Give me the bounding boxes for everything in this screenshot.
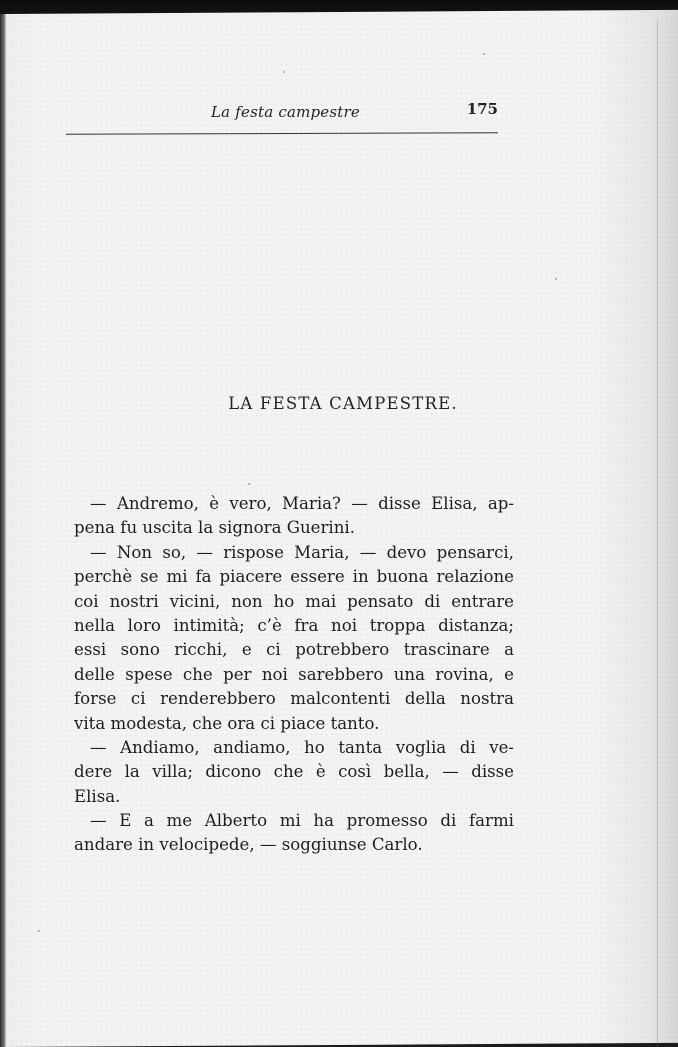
text-line: nella loro intimità; c’è fra noi troppa distanza; [74,615,514,635]
text-line: forse ci renderebbero malcontenti della nostra [74,689,514,709]
text-line: vita modesta, che ora ci piace tanto. [74,713,380,733]
paper-speck [283,71,285,73]
page-number: 175 [466,100,498,118]
text-line: Elisa. [74,786,121,806]
text-line: dere la villa; dicono che è così bella, — disse [74,762,514,782]
text-line: coi nostri vicini, non ho mai pensato di entrare [74,591,514,611]
text-line: essi sono ricchi, e ci potrebbero trascinare a [74,640,514,660]
page-fold-line [657,20,658,1047]
text-line: — Non so, — rispose Maria, — devo pensarci, [90,542,514,562]
text-line: andare in velocipede, — soggiunse Carlo. [74,835,423,855]
text-line: pena fu uscita la signora Guerini. [74,518,356,538]
chapter-title [0,394,678,413]
running-head [66,100,498,124]
paper-speck [483,53,485,55]
text-line: delle spese che per noi sarebbero una rovina, e [74,664,514,684]
text-line: — E a me Alberto mi ha promesso di farmi [90,811,514,831]
scan-border-left [0,14,6,1047]
text-line: — Andremo, è vero, Maria? — disse Elisa, ap- [90,494,514,513]
chapter-title-text: LA FESTA CAMPESTRE. [228,394,458,413]
running-title: La festa campestre [211,103,360,121]
paper-speck [555,278,557,280]
paper-speck [38,930,40,932]
text-line: perchè se mi fa piacere essere in buona relazione [74,567,514,587]
paper-speck [248,483,250,485]
body-text [74,492,514,858]
text-line: — Andiamo, andiamo, ho tanta voglia di ve- [90,737,514,757]
